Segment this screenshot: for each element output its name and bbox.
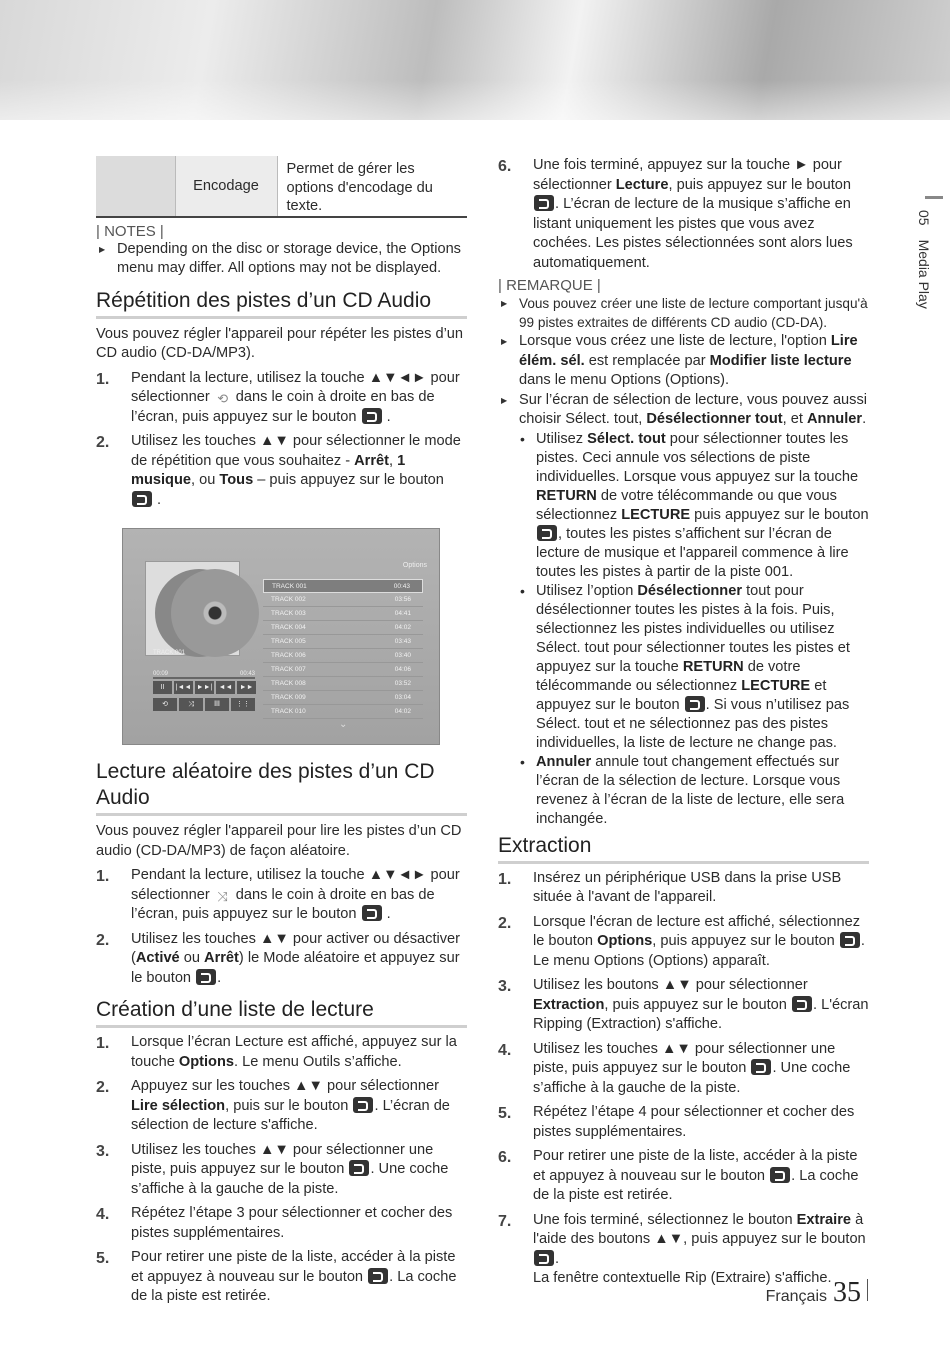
step-text: Pendant la lecture, utilisez la touche ▲▼◄► pour sélectionner	[131, 867, 460, 903]
list-item	[96, 1141, 467, 1200]
enter-icon	[751, 1059, 771, 1075]
steps-list	[96, 866, 467, 988]
step-bold: Lecture	[615, 176, 669, 193]
list-item	[96, 369, 467, 428]
step-number: 3.	[498, 978, 512, 995]
track-row[interactable]	[263, 649, 423, 663]
step-bold: Arrêt	[354, 452, 389, 469]
enter-icon	[792, 996, 812, 1012]
track-row[interactable]	[263, 579, 423, 593]
footer-language: Français	[765, 1288, 827, 1305]
track-time: 00:43	[393, 583, 410, 590]
table-cell-desc: Permet de gérer les options d'encodage du texte.	[286, 161, 433, 214]
item-bold: LECTURE	[621, 506, 691, 523]
item-text: .	[862, 411, 867, 427]
cd-disc-icon	[171, 569, 259, 657]
step-text: Utilisez les touches ▲▼ pour sélectionner une piste, puis appuyez sur le bouton	[533, 1040, 836, 1076]
step-text: Une fois terminé, appuyez sur la touche ► pour sélectionner	[533, 157, 842, 193]
step-number: 5.	[498, 1105, 512, 1122]
forward-icon[interactable]: ►►	[237, 681, 256, 694]
table-cell-label: Encodage	[175, 156, 277, 217]
step-text: . L’écran de lecture de la musique s’affiche en listant uniquement les pistes que vous avez cochées. Les pistes sélectionnées sont alors lues automatiquement.	[533, 196, 853, 271]
track-time: 03:40	[394, 652, 411, 659]
step-text: ) le Mode aléatoire et appuyez sur le bouton	[131, 950, 460, 986]
enter-icon	[353, 1097, 373, 1113]
step-number: 4.	[96, 1206, 110, 1223]
enter-icon	[196, 969, 216, 985]
item-text: Utilisez	[536, 430, 588, 447]
total-time: 00:43	[239, 671, 255, 677]
step-text: . La coche de la piste est retirée.	[131, 1268, 457, 1304]
step-number: 6.	[498, 158, 512, 175]
track-time: 04:02	[394, 624, 411, 631]
track-time: 03:43	[394, 638, 411, 645]
list-item	[498, 913, 869, 972]
chapter-number: 05	[916, 210, 932, 226]
list-item	[96, 1033, 467, 1072]
step-bold: Options	[597, 933, 653, 949]
step-text: . L'écran Ripping (Extraction) s'affiche.	[533, 996, 869, 1032]
list-item	[518, 582, 869, 753]
chevron-down-icon[interactable]: ⌄	[339, 719, 348, 730]
track-name: TRACK 009	[271, 694, 306, 701]
step-number: 1.	[96, 370, 110, 388]
item-text: est remplacée par	[584, 352, 710, 369]
track-name: TRACK 010	[271, 708, 306, 715]
step-text: Utilisez les touches ▲▼ pour sélectionner le mode de répétition que vous souhaitez -	[131, 433, 461, 469]
track-time: 04:06	[394, 666, 411, 673]
step-number: 1.	[96, 868, 110, 885]
track-time: 03:52	[394, 680, 411, 687]
remarque-list	[498, 294, 869, 430]
list-item	[498, 869, 869, 908]
track-row[interactable]	[263, 607, 423, 621]
header-banner	[0, 0, 950, 120]
table-cell-empty	[96, 156, 175, 217]
track-list	[263, 579, 423, 719]
step-text: – puis appuyez sur le bouton	[253, 472, 444, 488]
steps-list	[96, 1033, 467, 1307]
item-text: Sur l’écran de sélection de lecture, vous pouvez aussi choisir Sélect. tout,	[519, 391, 868, 427]
step-text: . L’écran de sélection de lecture s'affiche.	[131, 1097, 450, 1133]
repeat-icon[interactable]: ⟲	[153, 698, 177, 711]
item-text: de votre télécommande ou que vous sélectionnez	[536, 487, 837, 523]
list-item	[518, 430, 869, 582]
list-item	[498, 976, 869, 1035]
step-text: .	[217, 969, 222, 986]
step-number: 4.	[498, 1041, 512, 1059]
repeat-icon: ⟲	[217, 391, 229, 406]
enter-icon	[362, 905, 382, 921]
track-name: TRACK 008	[271, 680, 306, 687]
list-item	[498, 391, 869, 430]
step-bold: Tous	[219, 472, 254, 488]
item-text: pour sélectionner toutes les pistes. Ceci annule vos sélections de piste individuelles. Lorsque vous appuyez sur la touche	[536, 430, 859, 485]
step-text: Pendant la lecture, utilisez la touche ▲▼◄► pour sélectionner	[131, 369, 460, 405]
steps-list	[498, 156, 869, 273]
sub-list	[518, 430, 869, 829]
page-footer	[766, 1277, 868, 1309]
track-row[interactable]	[263, 593, 423, 607]
item-text: Lorsque vous créez une liste de lecture, l'option	[519, 333, 831, 349]
track-row[interactable]	[263, 663, 423, 677]
step-text: ,	[388, 452, 398, 469]
item-bold: Désélectionner tout	[646, 411, 783, 427]
step-text: . Le menu Outils s’affiche.	[234, 1053, 402, 1070]
list-item	[96, 432, 467, 510]
previous-icon[interactable]: |◄◄	[174, 681, 193, 694]
step-text: . Une coche s’affiche à la gauche de la piste.	[131, 1161, 449, 1197]
enter-icon	[534, 1250, 554, 1266]
list-item	[498, 332, 869, 391]
step-number: 2.	[96, 1079, 110, 1096]
progress-bar[interactable]	[153, 677, 255, 679]
track-name: TRACK 002	[271, 596, 306, 603]
item-bold: Annuler	[536, 753, 592, 770]
enter-icon	[349, 1160, 369, 1176]
step-text: Lorsque l'écran de lecture est affiché, sélectionnez le bouton	[533, 913, 861, 949]
track-time: 04:41	[394, 610, 411, 617]
step-bold: Options	[178, 1053, 235, 1070]
playback-controls	[153, 681, 256, 694]
step-bold: Extraction	[533, 996, 605, 1013]
step-text: .	[153, 491, 162, 508]
sound-settings-icon[interactable]: ⋮⋮	[231, 698, 255, 711]
item-bold: RETURN	[536, 487, 597, 504]
step-text: Répétez l’étape 4 pour sélectionner et cocher des pistes supplémentaires.	[533, 1104, 855, 1140]
track-name: TRACK 006	[271, 652, 306, 659]
left-column	[96, 156, 467, 1307]
list-item	[96, 1204, 467, 1243]
track-name: TRACK 004	[271, 624, 306, 631]
step-text: . Le menu Options (Options) apparaît.	[533, 933, 865, 969]
step-text: , ou	[191, 472, 220, 488]
item-bold: LECTURE	[741, 677, 811, 694]
track-row[interactable]	[263, 621, 423, 635]
step-text: à l'aide des boutons ▲▼, puis appuyez sur le bouton	[533, 1211, 866, 1247]
track-row[interactable]	[263, 705, 423, 719]
step-text: Répétez l’étape 3 pour sélectionner et cocher des pistes supplémentaires.	[131, 1205, 453, 1241]
item-text: Utilisez l’option	[536, 582, 638, 599]
step-number: 2.	[498, 914, 512, 932]
step-text: Utilisez les boutons ▲▼ pour sélectionner	[533, 977, 808, 993]
enter-icon	[840, 932, 860, 948]
track-row[interactable]	[263, 635, 423, 649]
remarque-heading: | REMARQUE |	[498, 277, 601, 294]
step-text: La fenêtre contextuelle Rip (Extraire) s'affiche.	[533, 1270, 832, 1286]
step-text: Pour retirer une piste de la liste, accéder à la piste et appuyez à nouveau sur le bouton	[533, 1148, 858, 1184]
mode-controls	[153, 698, 255, 711]
step-number: 3.	[96, 1142, 110, 1160]
step-text: Appuyez sur les touches ▲▼ pour sélectionner	[131, 1078, 439, 1094]
item-text: annule tout changement effectués sur l’écran de la sélection de lecture. Lorsque vous revenez à l’écran de la liste de lecture, elle sera inchangée.	[536, 753, 845, 827]
item-bold: Annuler	[806, 411, 863, 427]
list-item	[498, 1147, 869, 1206]
step-number: 2.	[96, 931, 110, 949]
notes-heading: | NOTES |	[96, 222, 164, 240]
step-text: ou	[179, 950, 205, 966]
list-item	[518, 753, 869, 829]
item-text: de votre télécommande ou sélectionnez	[536, 658, 801, 694]
list-item: ▶ Vous pouvez créer une liste de lecture comportant jusqu'à 99 pistes extraites de différents CD audio (CD-DA).	[498, 294, 869, 332]
track-time: 04:02	[394, 708, 411, 715]
track-name: TRACK 007	[271, 666, 306, 673]
item-bold: Désélectionner	[637, 582, 743, 599]
enter-icon	[132, 491, 152, 507]
step-text: Insérez un périphérique USB dans la prise USB située à l'avant de l'appareil.	[533, 869, 842, 905]
step-text: . La coche de la piste est retirée.	[533, 1167, 859, 1203]
enter-icon	[534, 195, 554, 211]
step-bold: Activé	[135, 950, 180, 966]
step-number: 1.	[96, 1035, 110, 1052]
track-row[interactable]	[263, 691, 423, 705]
step-text: , puis sur le bouton	[225, 1097, 353, 1114]
chapter-tab-bar	[925, 196, 943, 199]
section-title-repeat: Répétition des pistes d’un CD Audio	[96, 288, 467, 319]
section-intro: Vous pouvez régler l'appareil pour répéter les pistes d’un CD audio (CD-DA/MP3).	[96, 325, 464, 361]
enter-icon	[685, 696, 705, 712]
options-badge: Options	[402, 562, 427, 569]
shuffle-icon: ⤨	[217, 888, 228, 904]
item-bold: Lire élém. sél.	[519, 333, 858, 369]
list-item	[498, 1040, 869, 1099]
enter-icon	[770, 1167, 790, 1183]
footer-divider	[867, 1279, 868, 1301]
item-text: puis appuyez sur le bouton	[690, 506, 869, 523]
list-item	[96, 930, 467, 989]
step-text: Une fois terminé, sélectionnez le bouton	[533, 1211, 797, 1228]
step-text: .	[382, 906, 391, 922]
step-text: .	[555, 1250, 560, 1267]
step-text: Pour retirer une piste de la liste, accéder à la piste et appuyez à nouveau sur le bouton	[131, 1249, 456, 1285]
encoding-table	[96, 156, 467, 218]
list-item: ▶ Depending on the disc or storage device, the Options menu may differ. All options may not be displayed.	[96, 240, 467, 279]
step-text: dans le coin à droite en bas de l’écran, puis appuyez sur le bouton	[131, 886, 435, 922]
step-number: 5.	[96, 1250, 110, 1267]
list-item	[96, 1248, 467, 1307]
item-text: et appuyez sur le bouton	[536, 677, 827, 713]
list-item	[96, 1077, 467, 1136]
step-number: 2.	[96, 434, 110, 451]
step-text: , puis appuyez sur le bouton	[604, 996, 791, 1013]
page-number: 35	[833, 1277, 861, 1308]
now-playing-track: TRACK 001	[153, 650, 186, 656]
chapter-tab	[916, 210, 932, 309]
track-name: TRACK 005	[271, 638, 306, 645]
pause-icon[interactable]: II	[153, 681, 172, 694]
step-text: . Une coche s’affiche à la gauche de la piste.	[533, 1060, 851, 1096]
item-text: dans le menu Options (Options).	[519, 372, 730, 388]
track-name: TRACK 001	[272, 583, 307, 590]
notes-list	[96, 240, 467, 279]
step-text: , puis appuyez sur le bouton	[668, 176, 852, 193]
list-item	[96, 866, 467, 925]
next-icon[interactable]: ►►|	[195, 681, 214, 694]
section-intro: Vous pouvez régler l'appareil pour lire les pistes d’un CD audio (CD-DA/MP3) de façon aléatoire.	[96, 823, 462, 859]
step-text: Utilisez les touches ▲▼ pour sélectionner une piste, puis appuyez sur le bouton	[131, 1141, 434, 1177]
list-item	[498, 156, 869, 273]
track-row[interactable]	[263, 677, 423, 691]
right-column	[498, 156, 869, 1289]
item-text: tout pour désélectionner toutes les pistes à la fois. Puis, sélectionnez les pistes individuelles ou utilisez Sélect. tout pour sélectionner toutes les pistes et appuyez sur la touche	[536, 582, 850, 675]
steps-list	[498, 869, 869, 1289]
step-number: 7.	[498, 1212, 512, 1230]
step-number: 6.	[498, 1149, 512, 1166]
table-row	[96, 156, 467, 217]
enter-icon	[368, 1268, 388, 1284]
rewind-icon[interactable]: ◄◄	[216, 681, 235, 694]
step-text: .	[382, 408, 391, 425]
section-title-shuffle: Lecture aléatoire des pistes d’un CD Audio	[96, 759, 467, 816]
shuffle-icon[interactable]: ⤨	[179, 698, 203, 711]
track-time: 03:04	[394, 694, 411, 701]
music-player-screenshot	[122, 528, 440, 745]
step-bold: Arrêt	[204, 950, 239, 966]
item-text: , et	[782, 411, 807, 427]
elapsed-time: 00:09	[153, 671, 169, 677]
steps-list	[96, 369, 467, 511]
enter-icon	[362, 408, 382, 424]
section-title-extraction: Extraction	[498, 833, 869, 864]
step-bold: 1 musique	[131, 452, 406, 488]
step-text: dans le coin à droite en bas de l’écran, puis appuyez sur le bouton	[131, 389, 435, 425]
chapter-title: Media Play	[916, 239, 932, 309]
item-bold: Sélect. tout	[587, 430, 666, 447]
item-text: . Si vous n’utilisez pas Sélect. tout et ne sélectionnez pas des pistes individuelles, la liste de lecture ne change pas.	[536, 696, 850, 751]
step-bold: Lire sélection	[131, 1097, 226, 1114]
list-item	[498, 1103, 869, 1142]
item-bold: Modifier liste lecture	[709, 352, 852, 369]
track-name: TRACK 003	[271, 610, 306, 617]
item-bold: RETURN	[682, 658, 744, 675]
enter-icon	[537, 525, 557, 541]
section-title-playlist: Création d’une liste de lecture	[96, 997, 467, 1028]
step-text: Utilisez les touches ▲▼ pour activer ou désactiver (	[131, 930, 461, 966]
cd-artwork	[145, 561, 245, 661]
track-time: 03:56	[394, 596, 411, 603]
step-text: Lorsque l’écran Lecture est affiché, appuyez sur la touche	[131, 1034, 457, 1070]
step-number: 1.	[498, 870, 512, 888]
step-text: , puis appuyez sur le bouton	[652, 933, 839, 949]
step-bold: Extraire	[796, 1211, 852, 1228]
equalizer-icon[interactable]: ‖‖	[205, 698, 229, 711]
item-text: , toutes les pistes s’affichent sur l’écran de lecture de musique et l'appareil commence à lire toutes les pistes à partir de la piste 001.	[536, 525, 849, 580]
